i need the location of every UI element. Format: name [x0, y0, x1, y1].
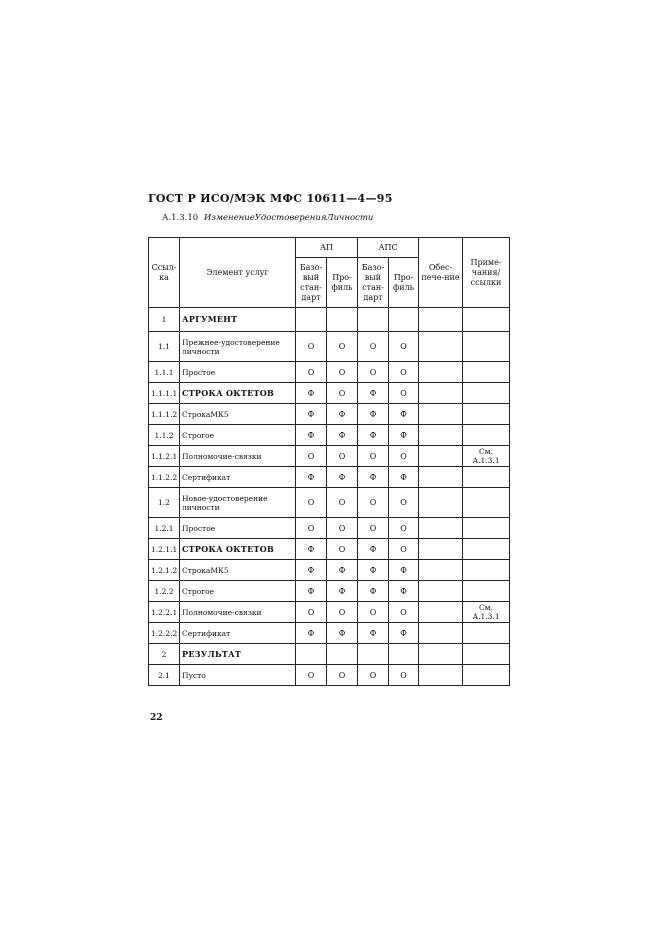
cell-element: Простое: [180, 518, 296, 539]
table-body: [149, 308, 510, 686]
cell-ref: 1.1: [149, 332, 180, 362]
cell-element: АРГУМЕНТ: [180, 308, 296, 332]
table-row: [149, 404, 510, 425]
cell-provision: [419, 488, 463, 518]
cell-ref: 1: [149, 308, 180, 332]
cell-ref: 1.2.1.2: [149, 560, 180, 581]
cell-aps-profile: О: [389, 539, 419, 560]
cell-aps-base: О: [358, 488, 389, 518]
header-notes: Приме-чания/ ссылки: [463, 238, 510, 308]
cell-ap-base: Ф: [296, 581, 327, 602]
cell-element: СТРОКА ОКТЕТОВ: [180, 539, 296, 560]
header-aps-profile: Про-филь: [389, 258, 419, 308]
cell-aps-base: Ф: [358, 539, 389, 560]
cell-ap-profile: [327, 644, 358, 665]
cell-notes: [463, 623, 510, 644]
cell-provision: [419, 308, 463, 332]
cell-ref: 2: [149, 644, 180, 665]
cell-provision: [419, 665, 463, 686]
cell-ap-base: [296, 308, 327, 332]
cell-ap-profile: Ф: [327, 581, 358, 602]
cell-ref: 1.1.2: [149, 425, 180, 446]
cell-ap-profile: Ф: [327, 560, 358, 581]
page-number: 22: [150, 713, 163, 723]
cell-ap-profile: О: [327, 488, 358, 518]
cell-aps-profile: О: [389, 518, 419, 539]
cell-ap-base: Ф: [296, 539, 327, 560]
cell-ap-base: Ф: [296, 560, 327, 581]
cell-element: Пусто: [180, 665, 296, 686]
cell-ref: 1.2: [149, 488, 180, 518]
table-row: [149, 362, 510, 383]
cell-ap-profile: Ф: [327, 425, 358, 446]
document-header: ГОСТ Р ИСО/МЭК МФС 10611—4—95: [148, 192, 393, 205]
cell-element: СТРОКА ОКТЕТОВ: [180, 383, 296, 404]
cell-element: Новое-удостоверение личности: [180, 488, 296, 518]
cell-element: РЕЗУЛЬТАТ: [180, 644, 296, 665]
cell-ap-base: О: [296, 602, 327, 623]
cell-provision: [419, 467, 463, 488]
cell-element: СтрокаМК5: [180, 404, 296, 425]
cell-notes: [463, 665, 510, 686]
table-row: [149, 602, 510, 623]
cell-element: Строгое: [180, 581, 296, 602]
table-row: [149, 665, 510, 686]
table-row: [149, 518, 510, 539]
cell-element: Прежнее-удостоверение личности: [180, 332, 296, 362]
cell-ap-profile: Ф: [327, 404, 358, 425]
cell-aps-base: Ф: [358, 467, 389, 488]
cell-ap-base: Ф: [296, 467, 327, 488]
cell-ref: 1.1.2.1: [149, 446, 180, 467]
table-row: [149, 623, 510, 644]
header-aps-base: Базо-вый стан-дарт: [358, 258, 389, 308]
cell-provision: [419, 332, 463, 362]
cell-notes: [463, 581, 510, 602]
cell-ap-base: О: [296, 362, 327, 383]
cell-notes: [463, 404, 510, 425]
cell-notes: См. А.1.3.1: [463, 602, 510, 623]
cell-notes: См. А.1.3.1: [463, 446, 510, 467]
header-ref: Ссыл-ка: [149, 238, 180, 308]
cell-ap-profile: [327, 308, 358, 332]
cell-provision: [419, 623, 463, 644]
header-ap-profile: Про-филь: [327, 258, 358, 308]
cell-provision: [419, 404, 463, 425]
cell-aps-profile: О: [389, 362, 419, 383]
cell-aps-base: О: [358, 446, 389, 467]
cell-ap-profile: О: [327, 602, 358, 623]
cell-aps-base: Ф: [358, 383, 389, 404]
cell-ref: 1.2.1: [149, 518, 180, 539]
table-row: [149, 425, 510, 446]
table-row: [149, 308, 510, 332]
header-element: Элемент услуг: [180, 238, 296, 308]
cell-ap-base: [296, 644, 327, 665]
cell-ap-profile: Ф: [327, 623, 358, 644]
cell-aps-base: Ф: [358, 560, 389, 581]
cell-ref: 1.2.2.1: [149, 602, 180, 623]
cell-ap-profile: О: [327, 539, 358, 560]
section-name: ИзменениеУдостоверенияЛичности: [203, 213, 374, 223]
cell-element: СтрокаМК5: [180, 560, 296, 581]
cell-ap-base: О: [296, 446, 327, 467]
header-ap: АП: [296, 238, 358, 258]
cell-notes: [463, 488, 510, 518]
cell-notes: [463, 383, 510, 404]
cell-notes: [463, 308, 510, 332]
service-elements-table: [148, 237, 510, 686]
cell-aps-profile: О: [389, 332, 419, 362]
cell-ap-profile: О: [327, 332, 358, 362]
cell-ref: 1.2.1.1: [149, 539, 180, 560]
cell-provision: [419, 560, 463, 581]
cell-element: Простое: [180, 362, 296, 383]
cell-aps-profile: Ф: [389, 404, 419, 425]
cell-ap-base: О: [296, 665, 327, 686]
cell-provision: [419, 383, 463, 404]
cell-aps-base: О: [358, 518, 389, 539]
cell-aps-profile: Ф: [389, 467, 419, 488]
cell-aps-base: Ф: [358, 425, 389, 446]
cell-ref: 1.2.2.2: [149, 623, 180, 644]
cell-element: Сертификат: [180, 467, 296, 488]
cell-notes: [463, 362, 510, 383]
cell-element: Сертификат: [180, 623, 296, 644]
cell-ref: 1.1.2.2: [149, 467, 180, 488]
table-row: [149, 383, 510, 404]
table-row: [149, 581, 510, 602]
cell-aps-profile: [389, 308, 419, 332]
table-row: [149, 488, 510, 518]
cell-notes: [463, 518, 510, 539]
table-row: [149, 560, 510, 581]
table-row: [149, 446, 510, 467]
cell-aps-profile: О: [389, 383, 419, 404]
cell-aps-base: О: [358, 665, 389, 686]
cell-ap-base: О: [296, 488, 327, 518]
cell-notes: [463, 425, 510, 446]
cell-notes: [463, 560, 510, 581]
cell-aps-base: Ф: [358, 404, 389, 425]
cell-ap-base: Ф: [296, 383, 327, 404]
cell-aps-profile: Ф: [389, 623, 419, 644]
cell-aps-base: О: [358, 332, 389, 362]
cell-aps-base: [358, 644, 389, 665]
cell-ap-base: О: [296, 332, 327, 362]
cell-aps-profile: Ф: [389, 560, 419, 581]
cell-ap-profile: О: [327, 362, 358, 383]
table-row: [149, 539, 510, 560]
cell-aps-profile: О: [389, 602, 419, 623]
cell-element: Строгое: [180, 425, 296, 446]
cell-notes: [463, 644, 510, 665]
cell-element: Полномочие-связки: [180, 446, 296, 467]
cell-ap-base: Ф: [296, 623, 327, 644]
section-title: [162, 213, 373, 223]
cell-provision: [419, 602, 463, 623]
cell-provision: [419, 518, 463, 539]
cell-ap-base: О: [296, 518, 327, 539]
header-ap-base: Базо-вый стан-дарт: [296, 258, 327, 308]
cell-aps-profile: Ф: [389, 581, 419, 602]
cell-provision: [419, 425, 463, 446]
cell-provision: [419, 362, 463, 383]
table-row: [149, 644, 510, 665]
cell-ap-base: Ф: [296, 404, 327, 425]
cell-provision: [419, 446, 463, 467]
header-aps: АПС: [358, 238, 419, 258]
header-provision: Обес-пече-ние: [419, 238, 463, 308]
cell-ap-base: Ф: [296, 425, 327, 446]
cell-ap-profile: Ф: [327, 467, 358, 488]
cell-aps-profile: О: [389, 665, 419, 686]
cell-aps-profile: Ф: [389, 425, 419, 446]
cell-ref: 1.1.1: [149, 362, 180, 383]
cell-ap-profile: О: [327, 518, 358, 539]
cell-aps-base: О: [358, 362, 389, 383]
cell-aps-profile: [389, 644, 419, 665]
cell-provision: [419, 581, 463, 602]
cell-provision: [419, 539, 463, 560]
cell-ref: 1.2.2: [149, 581, 180, 602]
cell-aps-base: О: [358, 602, 389, 623]
table-row: [149, 467, 510, 488]
cell-aps-base: Ф: [358, 581, 389, 602]
cell-ref: 2.1: [149, 665, 180, 686]
table-row: [149, 332, 510, 362]
cell-ap-profile: О: [327, 383, 358, 404]
cell-notes: [463, 332, 510, 362]
cell-aps-base: [358, 308, 389, 332]
cell-notes: [463, 467, 510, 488]
cell-aps-base: Ф: [358, 623, 389, 644]
cell-aps-profile: О: [389, 446, 419, 467]
cell-ref: 1.1.1.1: [149, 383, 180, 404]
cell-ap-profile: О: [327, 446, 358, 467]
cell-provision: [419, 644, 463, 665]
section-number: А.1.3.10: [162, 213, 199, 223]
cell-aps-profile: О: [389, 488, 419, 518]
cell-ref: 1.1.1.2: [149, 404, 180, 425]
cell-notes: [463, 539, 510, 560]
cell-element: Полномочие-связки: [180, 602, 296, 623]
cell-ap-profile: О: [327, 665, 358, 686]
